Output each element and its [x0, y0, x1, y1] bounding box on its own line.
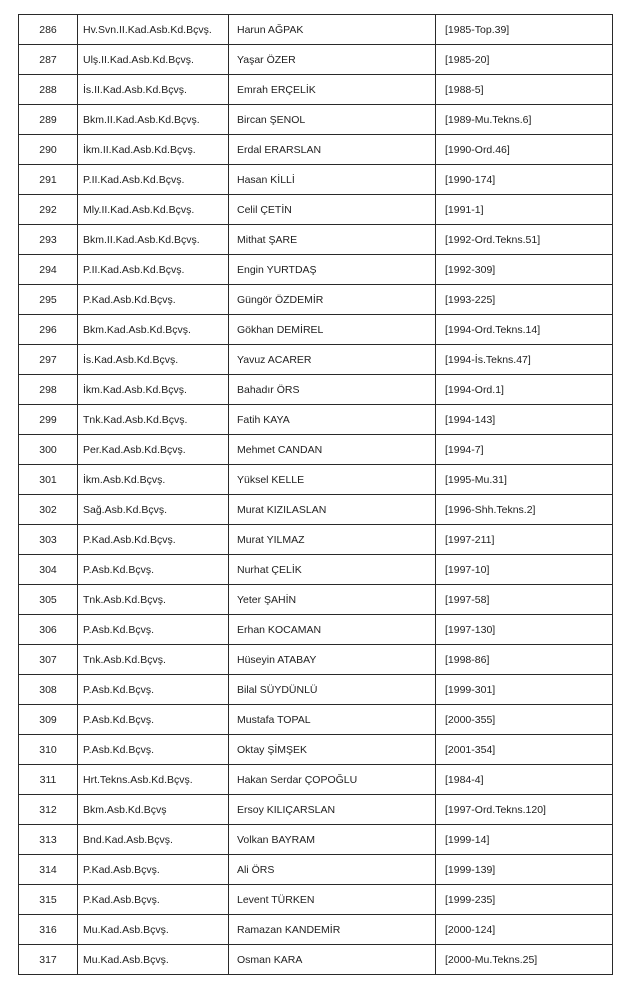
person-name: Mustafa TOPAL [229, 705, 436, 735]
person-name: Erdal ERARSLAN [229, 135, 436, 165]
registry-code: [1994-Ord.1] [436, 375, 613, 405]
table-row [19, 495, 613, 525]
row-number: 294 [19, 255, 78, 285]
rank-title: Bnd.Kad.Asb.Bçvş. [78, 825, 229, 855]
person-name: Murat YILMAZ [229, 525, 436, 555]
person-name: Osman KARA [229, 945, 436, 975]
person-name: Mehmet CANDAN [229, 435, 436, 465]
registry-code: [1998-86] [436, 645, 613, 675]
row-number: 293 [19, 225, 78, 255]
registry-code: [1991-1] [436, 195, 613, 225]
table-row [19, 225, 613, 255]
registry-code: [1995-Mu.31] [436, 465, 613, 495]
table-row [19, 615, 613, 645]
registry-code: [1993-225] [436, 285, 613, 315]
person-name: Emrah ERÇELİK [229, 75, 436, 105]
registry-code: [1985-20] [436, 45, 613, 75]
registry-code: [1997-58] [436, 585, 613, 615]
table-row [19, 705, 613, 735]
person-name: Gökhan DEMİREL [229, 315, 436, 345]
row-number: 300 [19, 435, 78, 465]
rank-title: P.Asb.Kd.Bçvş. [78, 735, 229, 765]
person-name: Bilal SÜYDÜNLÜ [229, 675, 436, 705]
row-number: 292 [19, 195, 78, 225]
row-number: 286 [19, 15, 78, 45]
row-number: 301 [19, 465, 78, 495]
registry-code: [1994-143] [436, 405, 613, 435]
personnel-table-body [19, 15, 613, 975]
person-name: Nurhat ÇELİK [229, 555, 436, 585]
rank-title: P.Asb.Kd.Bçvş. [78, 675, 229, 705]
row-number: 302 [19, 495, 78, 525]
rank-title: Tnk.Asb.Kd.Bçvş. [78, 645, 229, 675]
table-row [19, 885, 613, 915]
table-row [19, 735, 613, 765]
row-number: 306 [19, 615, 78, 645]
row-number: 295 [19, 285, 78, 315]
person-name: Oktay ŞİMŞEK [229, 735, 436, 765]
person-name: Fatih KAYA [229, 405, 436, 435]
person-name: Bircan ŞENOL [229, 105, 436, 135]
registry-code: [1984-4] [436, 765, 613, 795]
row-number: 317 [19, 945, 78, 975]
person-name: Mithat ŞARE [229, 225, 436, 255]
rank-title: Ulş.II.Kad.Asb.Kd.Bçvş. [78, 45, 229, 75]
person-name: Murat KIZILASLAN [229, 495, 436, 525]
table-row [19, 825, 613, 855]
rank-title: Bkm.II.Kad.Asb.Kd.Bçvş. [78, 225, 229, 255]
person-name: Bahadır ÖRS [229, 375, 436, 405]
table-row [19, 105, 613, 135]
table-row [19, 645, 613, 675]
rank-title: Bkm.II.Kad.Asb.Kd.Bçvş. [78, 105, 229, 135]
table-row [19, 255, 613, 285]
row-number: 304 [19, 555, 78, 585]
table-row [19, 285, 613, 315]
rank-title: P.II.Kad.Asb.Kd.Bçvş. [78, 165, 229, 195]
registry-code: [1996-Shh.Tekns.2] [436, 495, 613, 525]
table-row [19, 405, 613, 435]
rank-title: P.Kad.Asb.Bçvş. [78, 885, 229, 915]
person-name: Hakan Serdar ÇOPOĞLU [229, 765, 436, 795]
registry-code: [1997-10] [436, 555, 613, 585]
person-name: Hasan KİLLİ [229, 165, 436, 195]
registry-code: [1997-Ord.Tekns.120] [436, 795, 613, 825]
person-name: Levent TÜRKEN [229, 885, 436, 915]
table-row [19, 165, 613, 195]
registry-code: [1999-301] [436, 675, 613, 705]
person-name: Güngör ÖZDEMİR [229, 285, 436, 315]
row-number: 291 [19, 165, 78, 195]
row-number: 307 [19, 645, 78, 675]
registry-code: [1999-235] [436, 885, 613, 915]
rank-title: Bkm.Asb.Kd.Bçvş [78, 795, 229, 825]
row-number: 305 [19, 585, 78, 615]
table-row [19, 135, 613, 165]
person-name: Ersoy KILIÇARSLAN [229, 795, 436, 825]
rank-title: İs.II.Kad.Asb.Kd.Bçvş. [78, 75, 229, 105]
rank-title: Tnk.Kad.Asb.Kd.Bçvş. [78, 405, 229, 435]
row-number: 297 [19, 345, 78, 375]
table-row [19, 795, 613, 825]
table-row [19, 945, 613, 975]
table-row [19, 465, 613, 495]
registry-code: [1992-Ord.Tekns.51] [436, 225, 613, 255]
registry-code: [1997-130] [436, 615, 613, 645]
row-number: 309 [19, 705, 78, 735]
row-number: 312 [19, 795, 78, 825]
person-name: Celil ÇETİN [229, 195, 436, 225]
row-number: 298 [19, 375, 78, 405]
person-name: Ali ÖRS [229, 855, 436, 885]
rank-title: İkm.Asb.Kd.Bçvş. [78, 465, 229, 495]
rank-title: P.Asb.Kd.Bçvş. [78, 615, 229, 645]
table-row [19, 675, 613, 705]
row-number: 310 [19, 735, 78, 765]
registry-code: [1994-İs.Tekns.47] [436, 345, 613, 375]
rank-title: Hv.Svn.II.Kad.Asb.Kd.Bçvş. [78, 15, 229, 45]
table-row [19, 375, 613, 405]
row-number: 299 [19, 405, 78, 435]
rank-title: Sağ.Asb.Kd.Bçvş. [78, 495, 229, 525]
person-name: Ramazan KANDEMİR [229, 915, 436, 945]
registry-code: [1988-5] [436, 75, 613, 105]
person-name: Yavuz ACARER [229, 345, 436, 375]
row-number: 296 [19, 315, 78, 345]
table-row [19, 435, 613, 465]
personnel-table [18, 14, 613, 975]
row-number: 288 [19, 75, 78, 105]
rank-title: Mu.Kad.Asb.Bçvş. [78, 945, 229, 975]
registry-code: [1990-174] [436, 165, 613, 195]
row-number: 287 [19, 45, 78, 75]
rank-title: Mly.II.Kad.Asb.Kd.Bçvş. [78, 195, 229, 225]
table-row [19, 585, 613, 615]
registry-code: [1990-Ord.46] [436, 135, 613, 165]
rank-title: İkm.Kad.Asb.Kd.Bçvş. [78, 375, 229, 405]
row-number: 311 [19, 765, 78, 795]
row-number: 308 [19, 675, 78, 705]
registry-code: [2000-Mu.Tekns.25] [436, 945, 613, 975]
rank-title: P.Kad.Asb.Kd.Bçvş. [78, 285, 229, 315]
person-name: Harun AĞPAK [229, 15, 436, 45]
table-row [19, 555, 613, 585]
registry-code: [1997-211] [436, 525, 613, 555]
registry-code: [1994-7] [436, 435, 613, 465]
rank-title: P.Asb.Kd.Bçvş. [78, 705, 229, 735]
registry-code: [1992-309] [436, 255, 613, 285]
rank-title: İkm.II.Kad.Asb.Kd.Bçvş. [78, 135, 229, 165]
registry-code: [2001-354] [436, 735, 613, 765]
rank-title: P.Asb.Kd.Bçvş. [78, 555, 229, 585]
rank-title: P.Kad.Asb.Kd.Bçvş. [78, 525, 229, 555]
rank-title: Per.Kad.Asb.Kd.Bçvş. [78, 435, 229, 465]
person-name: Yüksel KELLE [229, 465, 436, 495]
registry-code: [2000-355] [436, 705, 613, 735]
registry-code: [1994-Ord.Tekns.14] [436, 315, 613, 345]
row-number: 316 [19, 915, 78, 945]
row-number: 315 [19, 885, 78, 915]
person-name: Hüseyin ATABAY [229, 645, 436, 675]
row-number: 303 [19, 525, 78, 555]
person-name: Erhan KOCAMAN [229, 615, 436, 645]
rank-title: Mu.Kad.Asb.Bçvş. [78, 915, 229, 945]
person-name: Yaşar ÖZER [229, 45, 436, 75]
table-row [19, 45, 613, 75]
registry-code: [1999-139] [436, 855, 613, 885]
table-row [19, 765, 613, 795]
rank-title: Tnk.Asb.Kd.Bçvş. [78, 585, 229, 615]
row-number: 314 [19, 855, 78, 885]
registry-code: [1989-Mu.Tekns.6] [436, 105, 613, 135]
table-row [19, 525, 613, 555]
table-row [19, 15, 613, 45]
registry-code: [1985-Top.39] [436, 15, 613, 45]
rank-title: Hrt.Tekns.Asb.Kd.Bçvş. [78, 765, 229, 795]
table-row [19, 75, 613, 105]
person-name: Engin YURTDAŞ [229, 255, 436, 285]
rank-title: P.II.Kad.Asb.Kd.Bçvş. [78, 255, 229, 285]
registry-code: [2000-124] [436, 915, 613, 945]
registry-code: [1999-14] [436, 825, 613, 855]
rank-title: Bkm.Kad.Asb.Kd.Bçvş. [78, 315, 229, 345]
table-row [19, 195, 613, 225]
table-row [19, 915, 613, 945]
table-row [19, 315, 613, 345]
row-number: 289 [19, 105, 78, 135]
row-number: 290 [19, 135, 78, 165]
table-row [19, 345, 613, 375]
person-name: Yeter ŞAHİN [229, 585, 436, 615]
table-row [19, 855, 613, 885]
document-page [18, 14, 613, 975]
row-number: 313 [19, 825, 78, 855]
person-name: Volkan BAYRAM [229, 825, 436, 855]
rank-title: İs.Kad.Asb.Kd.Bçvş. [78, 345, 229, 375]
rank-title: P.Kad.Asb.Bçvş. [78, 855, 229, 885]
